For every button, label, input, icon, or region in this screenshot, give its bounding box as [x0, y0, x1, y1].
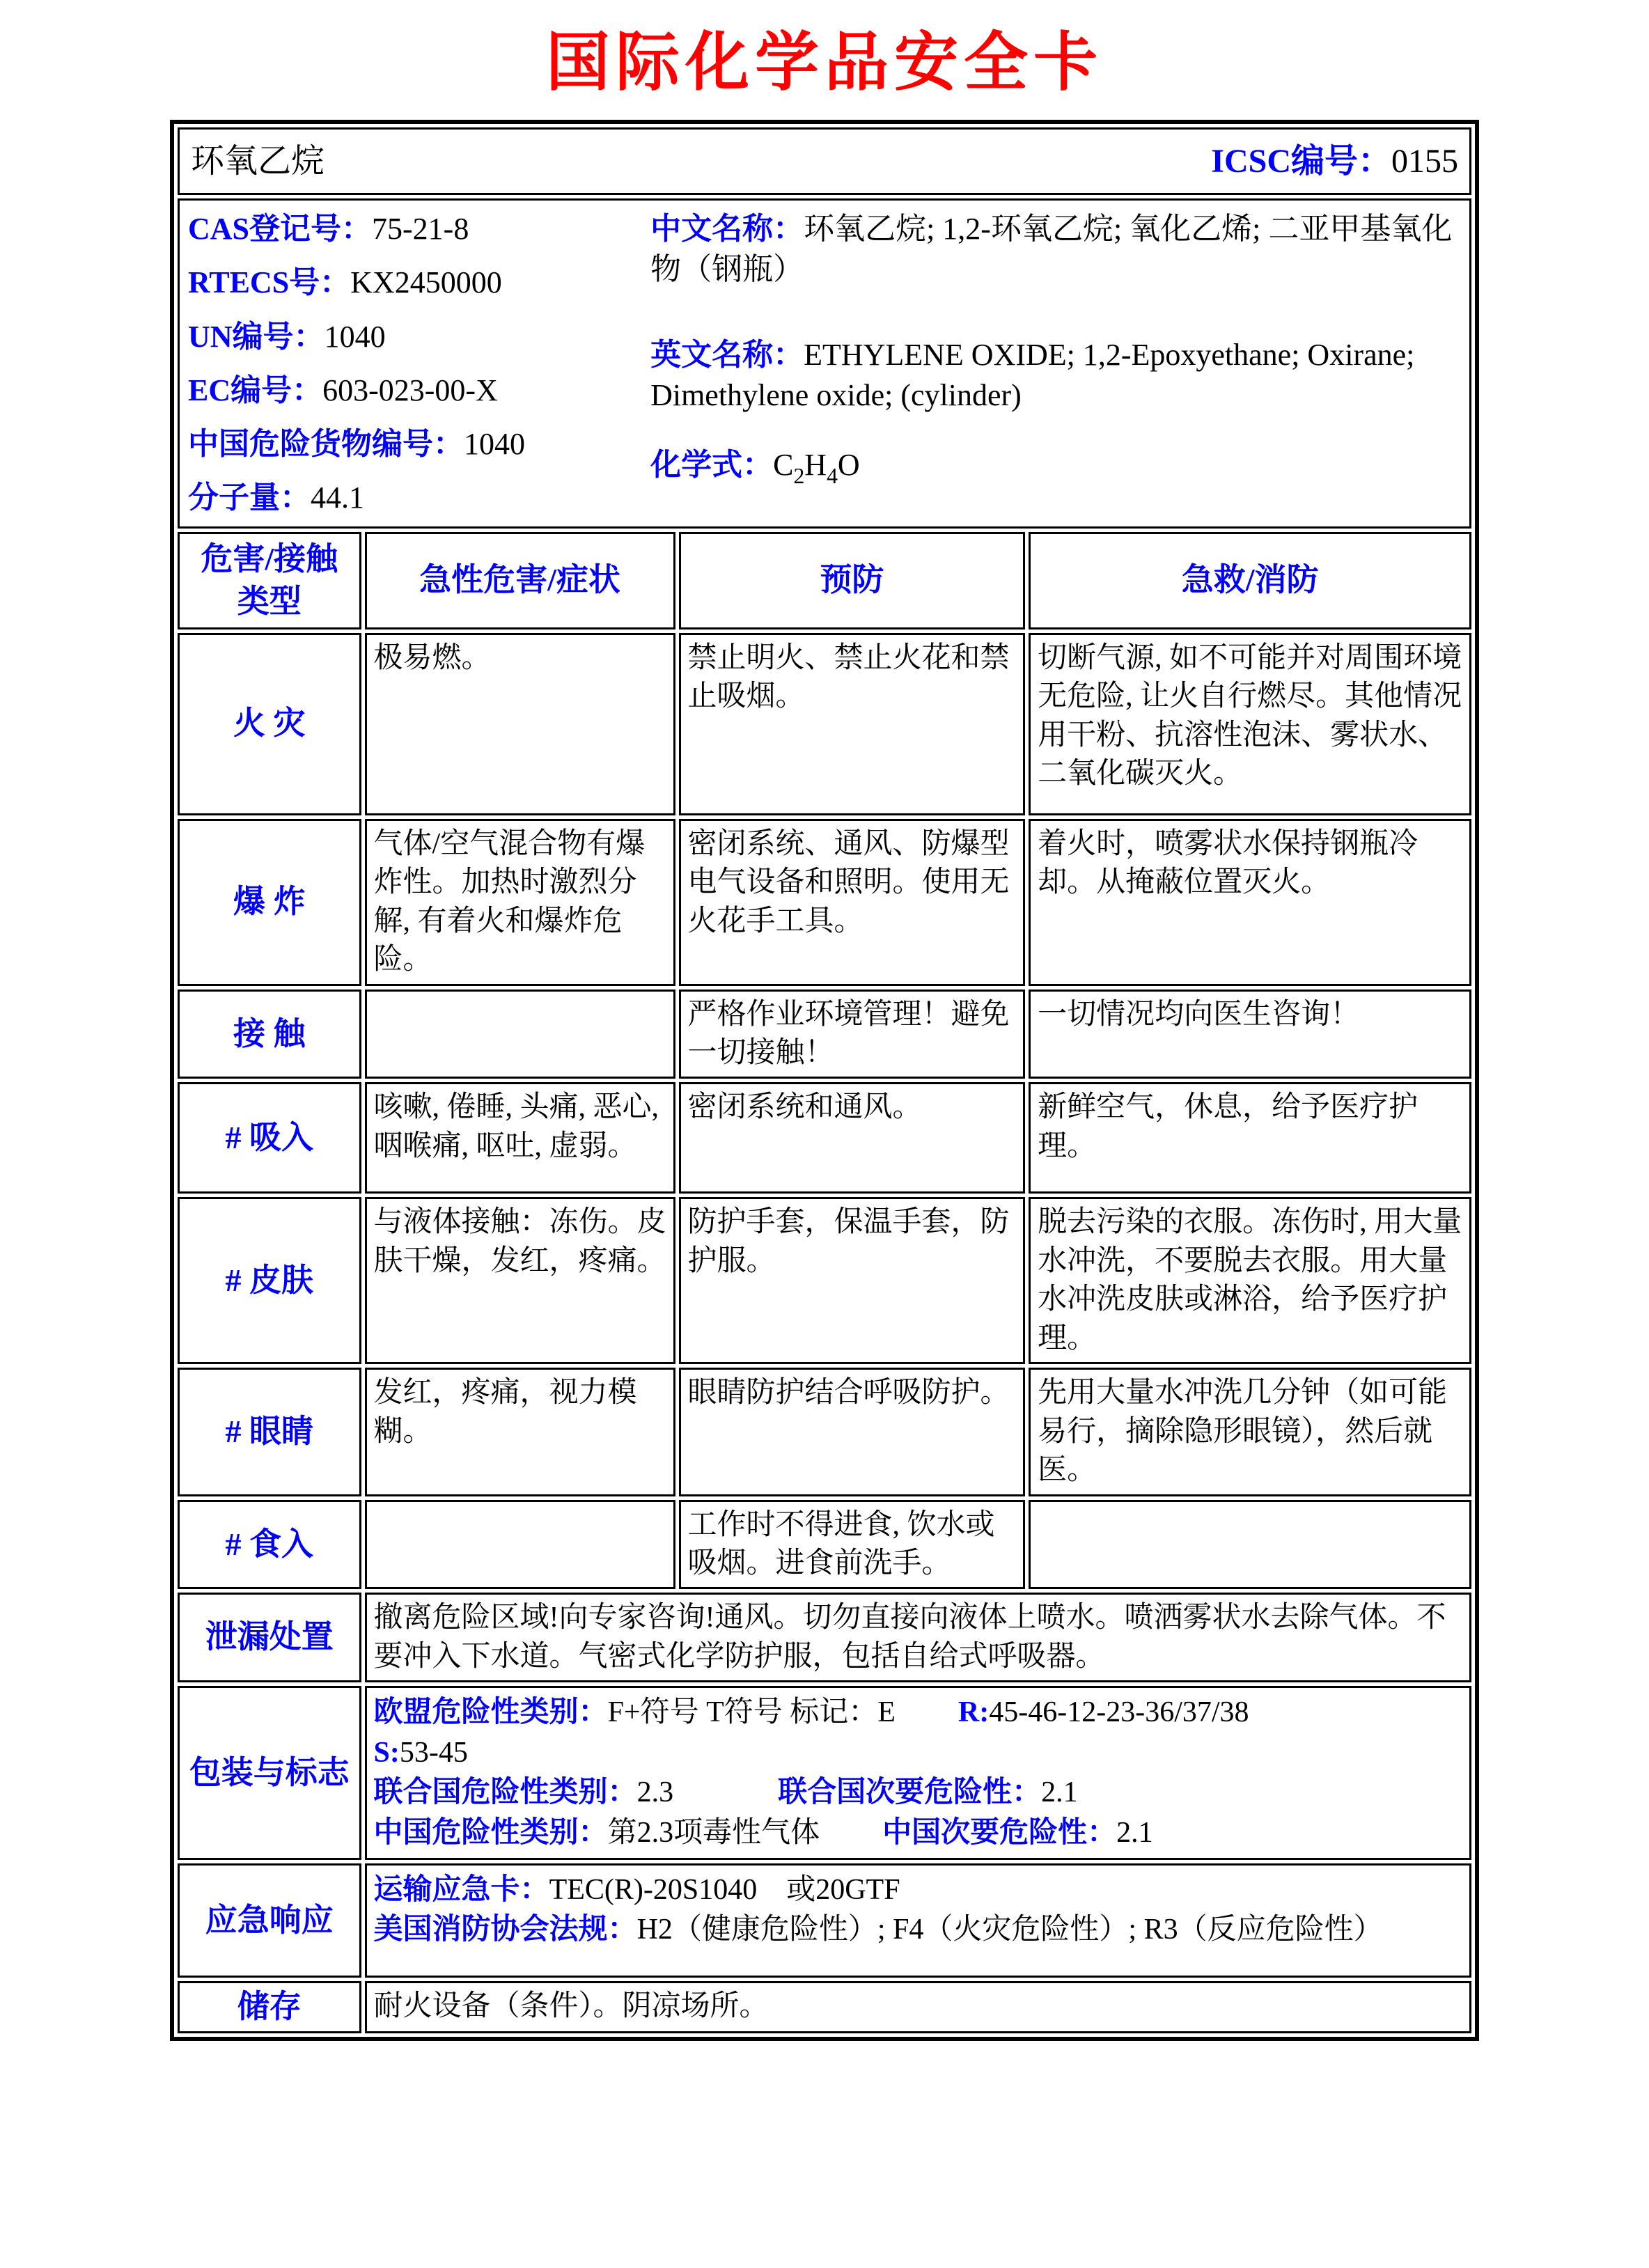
un-subrisk-value: 2.1 [1041, 1776, 1078, 1809]
icsc-card-table [170, 120, 1479, 2041]
hazard-row-inhalation [178, 1082, 1471, 1194]
spill-label: 泄漏处置 [178, 1593, 361, 1682]
icsc-number-group [1211, 139, 1458, 183]
hazard-row-explosion [178, 819, 1471, 986]
cas-value: 75-21-8 [372, 212, 469, 247]
packaging-eu-line [374, 1694, 1462, 1732]
inhalation-symptoms: 咳嗽, 倦睡, 头痛, 恶心, 咽喉痛, 呕吐, 虚弱。 [365, 1082, 675, 1194]
s-phrases-value: 53-45 [399, 1736, 468, 1769]
cn-name-label: 中文名称： [650, 212, 804, 247]
page-title: 国际化学品安全卡 [545, 27, 1103, 98]
eyes-first-aid: 先用大量水冲洗几分钟（如可能易行，摘除隐形眼镜），然后就医。 [1029, 1368, 1471, 1496]
icsc-number: 0155 [1391, 143, 1458, 180]
hazard-header-row [178, 532, 1471, 629]
eu-class-label: 欧盟危险性类别： [373, 1696, 608, 1729]
hazard-type-explosion: 爆 炸 [178, 819, 361, 986]
mw-label: 分子量： [188, 480, 311, 515]
en-name-para [650, 335, 1461, 416]
un-class-label: 联合国危险性类别： [373, 1776, 637, 1809]
nfpa-label: 美国消防协会法规： [373, 1914, 637, 1946]
ec-value: 603-023-00-X [322, 373, 498, 407]
packaging-un-line [374, 1774, 1462, 1812]
s-phrases-label: S: [373, 1736, 400, 1769]
header-symptoms: 急性危害/症状 [365, 532, 675, 629]
hazard-type-fire: 火 灾 [178, 633, 361, 815]
hazard-type-ingestion: # 食入 [178, 1500, 361, 1590]
un-subrisk-label: 联合国次要危险性： [778, 1776, 1042, 1809]
explosion-first-aid: 着火时，喷雾状水保持钢瓶冷却。从掩蔽位置灭火。 [1029, 819, 1471, 986]
un-class-value: 2.3 [636, 1776, 674, 1809]
skin-first-aid: 脱去污染的衣服。冻伤时, 用大量水冲洗，不要脱去衣服。用大量水冲洗皮肤或淋浴，给予医疗护理。 [1029, 1197, 1471, 1364]
cn-class-label: 中国危险性类别： [373, 1816, 608, 1849]
hazard-row-ingestion [178, 1500, 1471, 1590]
eyes-symptoms: 发红，疼痛，视力模糊。 [365, 1368, 675, 1496]
storage-cell [365, 1981, 1471, 2033]
identifiers-row [178, 198, 1471, 528]
inhalation-first-aid: 新鲜空气，休息，给予医疗护理。 [1029, 1082, 1471, 1194]
un-value: 1040 [324, 319, 386, 354]
contact-symptoms [365, 990, 675, 1079]
contact-prevention: 严格作业环境管理！避免一切接触！ [679, 990, 1026, 1079]
explosion-symptoms: 气体/空气混合物有爆炸性。加热时激烈分解, 有着火和爆炸危险。 [365, 819, 675, 986]
storage-row [178, 1981, 1471, 2033]
ingestion-symptoms [365, 1500, 675, 1590]
storage-text: 耐火设备（条件）。阴凉场所。 [373, 1990, 769, 2023]
header-prevention: 预防 [679, 532, 1026, 629]
packaging-row [178, 1686, 1471, 1860]
nfpa-value: H2（健康危险性）; F4（火灾危险性）; R3（反应危险性） [636, 1914, 1383, 1946]
packaging-cell [365, 1686, 1471, 1860]
emergency-row [178, 1863, 1471, 1978]
rtecs-label: RTECS号： [188, 265, 351, 300]
eu-class-value: F+符号 T符号 标记：E [607, 1696, 896, 1729]
cas-label: CAS登记号： [188, 212, 373, 247]
hazard-row-eyes [178, 1368, 1471, 1496]
icsc-page [0, 27, 1649, 2268]
identifier-list [188, 209, 646, 517]
explosion-prevention: 密闭系统、通风、防爆型电气设备和照明。使用无火花手工具。 [679, 819, 1026, 986]
cn-class-value: 第2.3项毒性气体 [607, 1816, 820, 1849]
fire-symptoms: 极易燃。 [365, 633, 675, 815]
hazard-type-skin: # 皮肤 [178, 1197, 361, 1364]
name-row [178, 127, 1471, 195]
tec-value: TEC(R)-20S1040 或20GTF [549, 1874, 900, 1907]
ec-label: EC编号： [188, 373, 323, 407]
en-name-label: 英文名称： [650, 337, 804, 372]
emergency-label: 应急响应 [178, 1863, 361, 1978]
r-phrases-label: R: [958, 1696, 990, 1729]
storage-label: 储存 [178, 1981, 361, 2033]
formula-label: 化学式： [650, 447, 774, 482]
skin-prevention: 防护手套，保温手套，防护服。 [679, 1197, 1026, 1364]
r-phrases-value: 45-46-12-23-36/37/38 [989, 1696, 1249, 1729]
packaging-label: 包装与标志 [178, 1686, 361, 1860]
fire-first-aid: 切断气源, 如不可能并对周围环境无危险, 让火自行燃尽。其他情况用干粉、抗溶性泡沫、雾状水、二氧化碳灭火。 [1029, 633, 1471, 815]
packaging-s-line [374, 1734, 1462, 1772]
hazard-type-eyes: # 眼睛 [178, 1368, 361, 1496]
ingestion-prevention: 工作时不得进食, 饮水或吸烟。进食前洗手。 [679, 1500, 1026, 1590]
chemical-name: 环氧乙烷 [191, 143, 325, 180]
header-hazard-type-line2: 类型 [237, 583, 302, 619]
un-line [188, 317, 646, 357]
un-label: UN编号： [188, 319, 325, 354]
hazard-type-contact: 接 触 [178, 990, 361, 1079]
cn-dg-label: 中国危险货物编号： [188, 426, 464, 461]
cn-subrisk-label: 中国次要危险性： [882, 1816, 1117, 1849]
header-hazard-type [178, 532, 361, 629]
icsc-label: ICSC编号： [1211, 143, 1391, 180]
formula-value: $C_2H_4O$ [773, 447, 860, 488]
rtecs-value: KX2450000 [350, 265, 502, 300]
identifiers-cell [178, 198, 1471, 528]
emergency-nfpa-line [374, 1911, 1462, 1949]
spill-text-cell [365, 1593, 1471, 1682]
mw-line [188, 478, 646, 518]
cn-name-value: 环氧乙烷; 1,2-环氧乙烷; 氧化乙烯; 二亚甲基氧化物（钢瓶） [650, 212, 1453, 287]
hazard-type-inhalation: # 吸入 [178, 1082, 361, 1194]
hazard-row-contact [178, 990, 1471, 1079]
en-name-value: ETHYLENE OXIDE; 1,2-Epoxyethane; Oxirane; Dimethylene oxide; (cylinder) [650, 337, 1415, 412]
rtecs-line [188, 263, 646, 303]
fire-prevention: 禁止明火、禁止火花和禁止吸烟。 [679, 633, 1026, 815]
cn-subrisk-value: 2.1 [1116, 1816, 1153, 1849]
emergency-cell [365, 1863, 1471, 1978]
header-first-aid: 急救/消防 [1029, 532, 1471, 629]
hazard-row-skin [178, 1197, 1471, 1364]
ec-line [188, 370, 646, 411]
mw-value: 44.1 [311, 480, 364, 515]
tec-label: 运输应急卡： [373, 1874, 549, 1907]
cas-line [188, 209, 646, 249]
cn-name-para [650, 209, 1461, 290]
formula-para [650, 445, 1461, 491]
cn-dg-line [188, 424, 646, 464]
cn-dg-value: 1040 [464, 426, 525, 461]
header-hazard-type-line1: 危害/接触 [201, 541, 338, 577]
inhalation-prevention: 密闭系统和通风。 [679, 1082, 1026, 1194]
contact-first-aid: 一切情况均向医生咨询！ [1029, 990, 1471, 1079]
skin-symptoms: 与液体接触：冻伤。皮肤干燥，发红，疼痛。 [365, 1197, 675, 1364]
eyes-prevention: 眼睛防护结合呼吸防护。 [679, 1368, 1026, 1496]
hazard-row-fire [178, 633, 1471, 815]
name-block [646, 209, 1461, 517]
name-row-cell [178, 127, 1471, 195]
ingestion-first-aid [1029, 1500, 1471, 1590]
packaging-cn-line [374, 1814, 1462, 1852]
spill-row [178, 1593, 1471, 1682]
spill-text: 撤离危险区域!向专家咨询!通风。切勿直接向液体上喷水。喷洒雾状水去除气体。不要冲入下水道。气密式化学防护服，包括自给式呼吸器。 [373, 1602, 1446, 1673]
emergency-tec-line [374, 1871, 1462, 1909]
